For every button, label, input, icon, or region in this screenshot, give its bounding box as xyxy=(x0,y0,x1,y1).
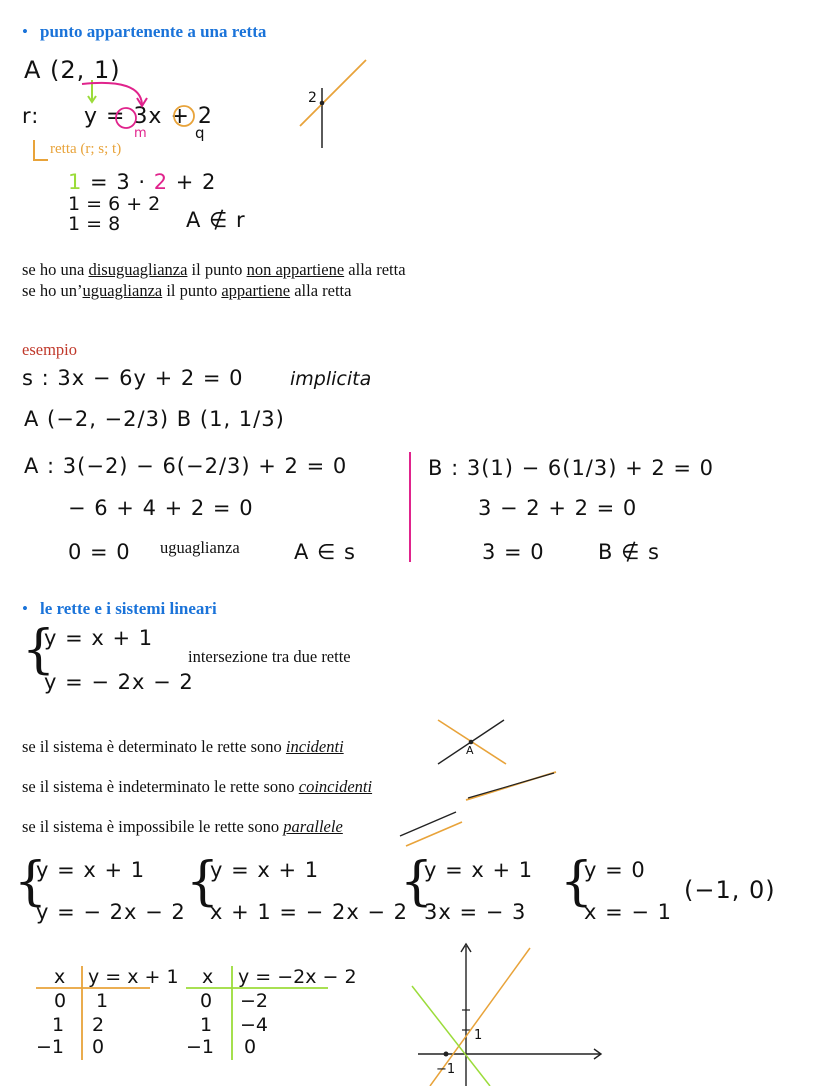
circle-intercept xyxy=(174,106,194,126)
table2-header-y: y = −2x − 2 xyxy=(238,966,357,988)
brace-icon: { xyxy=(400,852,434,912)
solve1-eq2: y = − 2x − 2 xyxy=(36,900,186,924)
implicit-label: implicita xyxy=(290,368,372,390)
table1-cell: 0 xyxy=(54,990,67,1012)
retta-note: retta (r; s; t) xyxy=(50,141,122,157)
circle-slope xyxy=(116,108,136,128)
table2-cell: 0 xyxy=(244,1036,257,1058)
a-check-line-2: − 6 + 4 + 2 = 0 xyxy=(68,496,254,520)
table1-cell: 1 xyxy=(96,990,109,1012)
sentence-incident: se il sistema è determinato le rette sono incidenti xyxy=(22,737,344,756)
table2-header-x: x xyxy=(202,966,214,988)
a-belongs: A ∈ s xyxy=(294,540,356,564)
line-equation: y = 3x + 2 xyxy=(84,104,213,129)
graph-point xyxy=(320,101,325,106)
point-a: A (2, 1) xyxy=(24,56,121,84)
table1-cell: −1 xyxy=(36,1036,65,1058)
sentence-coincident: se il sistema è indeterminato le rette sono coincidenti xyxy=(22,777,373,796)
sentence-parallel: se il sistema è impossibile le rette sono parallele xyxy=(22,817,343,836)
solve3-eq1: y = x + 1 xyxy=(424,858,534,882)
solve3-eq2: 3x = − 3 xyxy=(424,900,527,924)
solve2-eq1: y = x + 1 xyxy=(210,858,320,882)
table1-header-y: y = x + 1 xyxy=(88,966,179,988)
orange-hook xyxy=(34,140,48,160)
bullet: • xyxy=(22,599,28,618)
graph-two-label: 2 xyxy=(308,90,317,106)
coincident-line-2 xyxy=(468,773,554,798)
graph2-label-minus-one: −1 xyxy=(436,1062,456,1077)
section-title: le rette e i sistemi lineari xyxy=(40,599,217,618)
b-check-line-1: B : 3(1) − 6(1/3) + 2 = 0 xyxy=(428,456,715,480)
table2-cell: −2 xyxy=(240,990,269,1012)
intercept-label: q xyxy=(195,124,205,142)
parallel-line-2 xyxy=(406,822,462,846)
table1-header-x: x xyxy=(54,966,66,988)
solve1-eq1: y = x + 1 xyxy=(36,858,146,882)
system-eq-1: y = x + 1 xyxy=(44,626,154,650)
a-equality-word: uguaglianza xyxy=(160,538,240,557)
calc-line-1: 1 = 3 · 2 + 2 xyxy=(68,170,217,194)
brace-icon: { xyxy=(14,852,48,912)
a-check-line-3: 0 = 0 xyxy=(68,540,131,564)
parallel-line-1 xyxy=(400,812,456,836)
calc-line-2: 1 = 6 + 2 xyxy=(68,193,161,215)
table2-cell: 1 xyxy=(200,1014,213,1036)
solution: (−1, 0) xyxy=(684,876,776,904)
section-title: punto appartenente a una retta xyxy=(40,22,267,41)
table1-cell: 0 xyxy=(92,1036,105,1058)
example-label: esempio xyxy=(22,340,77,359)
bullet: • xyxy=(22,22,28,41)
table1-cell: 2 xyxy=(92,1014,105,1036)
brace-icon: { xyxy=(560,852,594,912)
table2-cell: 0 xyxy=(200,990,213,1012)
incident-point-label: A xyxy=(466,744,474,757)
a-check-line-1: A : 3(−2) − 6(−2/3) + 2 = 0 xyxy=(24,454,348,478)
brace-icon: { xyxy=(22,620,56,680)
brace-icon: { xyxy=(186,852,220,912)
table2-cell: −1 xyxy=(186,1036,215,1058)
system-caption: intersezione tra due rette xyxy=(188,647,351,666)
calc-line-3: 1 = 8 xyxy=(68,213,121,235)
table2-cell: −4 xyxy=(240,1014,269,1036)
conclusion-not-belongs: A ∉ r xyxy=(186,208,246,232)
line-r-label: r: xyxy=(22,104,40,128)
system-eq-2: y = − 2x − 2 xyxy=(44,670,194,694)
b-check-line-2: 3 − 2 + 2 = 0 xyxy=(478,496,638,520)
solve2-eq2: x + 1 = − 2x − 2 xyxy=(210,900,409,924)
table1-cell: 1 xyxy=(52,1014,65,1036)
solve4-eq1: y = 0 xyxy=(584,858,646,882)
b-not-belongs: B ∉ s xyxy=(598,540,660,564)
slope-label: m xyxy=(134,126,147,141)
solve4-eq2: x = − 1 xyxy=(584,900,673,924)
b-check-line-3: 3 = 0 xyxy=(482,540,545,564)
sentence-inequality: se ho una disuguaglianza il punto non appartiene alla retta xyxy=(22,260,406,279)
graph2-label-one: 1 xyxy=(474,1028,483,1043)
sentence-equality: se ho un’uguaglianza il punto appartiene alla retta xyxy=(22,281,352,300)
example-s-equation: s : 3x − 6y + 2 = 0 xyxy=(22,366,244,390)
example-points: A (−2, −2/3) B (1, 1/3) xyxy=(24,407,285,431)
